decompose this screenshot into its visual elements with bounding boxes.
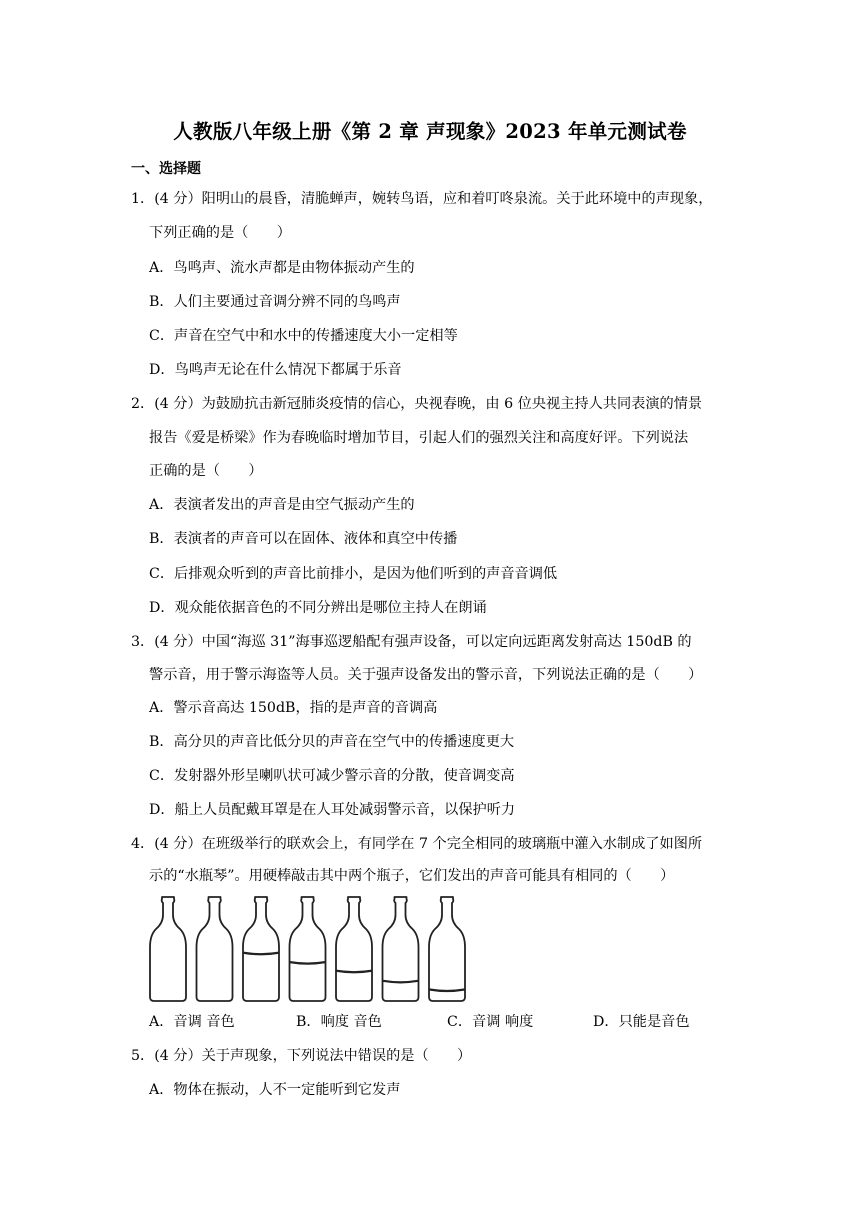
- question-2-stem: 2．(4 分）为鼓励抗击新冠肺炎疫情的信心，央视春晚，由 6 位央视主持人共同表演的情景: [131, 396, 703, 412]
- question-2-option-c: C．后排观众听到的声音比前排小，是因为他们听到的声音音调低: [149, 566, 558, 582]
- question-3-stem: 3．(4 分）中国“海巡 31”海事巡逻船配有强声设备，可以定向远距离发射高达 150dB 的: [131, 634, 692, 650]
- bottle-3: [243, 897, 279, 1001]
- water-line-7: [430, 989, 465, 991]
- question-3-option-c: C．发射器外形呈喇叭状可减少警示音的分散，使音调变高: [149, 768, 515, 784]
- page-title: 人教版八年级上册《第 2 章 声现象》2023 年单元测试卷: [173, 120, 687, 143]
- question-4-stem-cont: 示的“水瓶琴”。用硬棒敲击其中两个瓶子，它们发出的声音可能具有相同的（ ）: [149, 868, 675, 884]
- question-4-option-b: B．响度 音色: [296, 1014, 382, 1030]
- bottle-4: [290, 897, 326, 1001]
- water-line-5: [337, 971, 372, 973]
- water-line-4: [290, 962, 325, 964]
- question-2-stem-cont: 正确的是（ ）: [149, 463, 263, 479]
- question-2-stem-cont: 报告《爱是桥梁》作为春晚临时增加节目，引起人们的强烈关注和高度好评。下列说法: [149, 430, 689, 446]
- water-bottle-xylophone-figure: [148, 893, 478, 1005]
- question-1-option-b: B．人们主要通过音调分辨不同的鸟鸣声: [149, 294, 401, 310]
- question-2-option-a: A．表演者发出的声音是由空气振动产生的: [149, 497, 415, 513]
- bottle-5: [336, 897, 372, 1001]
- bottle-2: [197, 897, 233, 1001]
- question-3-option-b: B．高分贝的声音比低分贝的声音在空气中的传播速度更大: [149, 734, 515, 750]
- question-1-option-c: C．声音在空气中和水中的传播速度大小一定相等: [149, 328, 458, 344]
- question-5-option-a: A．物体在振动，人不一定能听到它发声: [149, 1082, 401, 1098]
- water-line-6: [383, 981, 418, 983]
- question-4-option-c: C．音调 响度: [447, 1014, 534, 1030]
- question-5-stem: 5．(4 分）关于声现象，下列说法中错误的是（ ）: [131, 1048, 472, 1064]
- question-2-option-b: B．表演者的声音可以在固体、液体和真空中传播: [149, 531, 458, 547]
- bottle-1: [150, 897, 186, 1001]
- question-1-option-d: D．鸟鸣声无论在什么情况下都属于乐音: [149, 362, 402, 378]
- question-4-option-d: D．只能是音色: [593, 1014, 690, 1030]
- question-4-option-a: A．音调 音色: [149, 1014, 235, 1030]
- question-3-stem-cont: 警示音，用于警示海盗等人员。关于强声设备发出的警示音，下列说法正确的是（ ）: [149, 667, 703, 683]
- question-3-option-a: A．警示音高达 150dB，指的是声音的音调高: [149, 700, 438, 716]
- section-heading: 一、选择题: [131, 161, 201, 177]
- question-1-stem-cont: 下列正确的是（ ）: [149, 225, 291, 241]
- question-4-stem: 4．(4 分）在班级举行的联欢会上，有同学在 7 个完全相同的玻璃瓶中灌入水制成了如图所: [131, 836, 703, 852]
- bottle-7: [429, 897, 465, 1001]
- question-1-option-a: A．鸟鸣声、流水声都是由物体振动产生的: [149, 260, 415, 276]
- water-line-3: [244, 953, 279, 955]
- question-2-option-d: D．观众能依据音色的不同分辨出是哪位主持人在朗诵: [149, 600, 487, 616]
- bottle-6: [383, 897, 419, 1001]
- question-3-option-d: D．船上人员配戴耳罩是在人耳处减弱警示音，以保护听力: [149, 802, 516, 818]
- question-1-stem: 1．(4 分）阳明山的晨昏，清脆蝉声，婉转鸟语，应和着叮咚泉流。关于此环境中的声现象，: [131, 191, 713, 207]
